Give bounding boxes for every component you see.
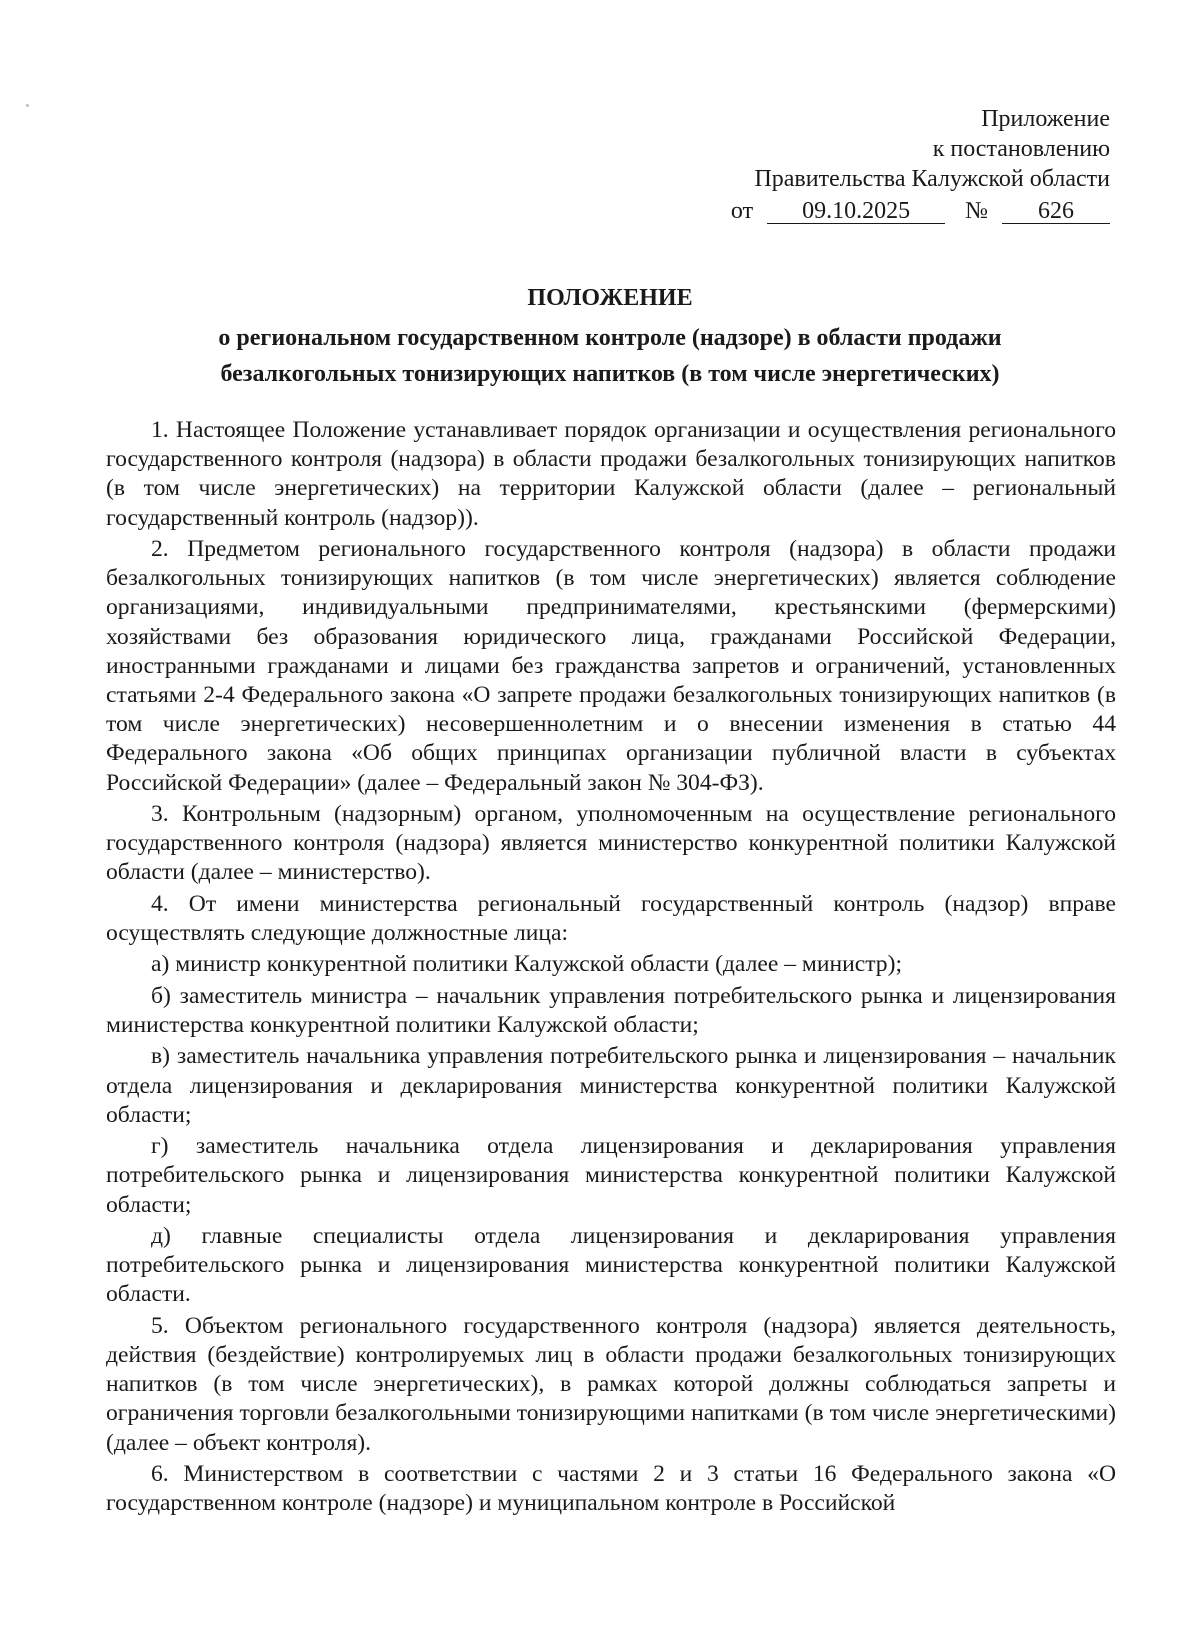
appendix-header [731,104,1110,226]
title-subtitle-line-2: безалкогольных тонизирующих напитков (в том числе энергетических) [220,361,1000,387]
paragraph-4e: д) главные специалисты отдела лицензирования и декларирования управления потребительского рынка и лицензирования министерства конкурентной политики Калужской области. [106,1222,1116,1308]
paragraph-4d: г) заместитель начальника отдела лицензирования и декларирования управления потребительского рынка и лицензирования министерства конкурентной политики Калужской области; [106,1133,1116,1218]
title-subtitle-line-1: о региональном государственном контроле (надзоре) в области продажи [218,325,1002,351]
appendix-label: Приложение [981,106,1110,132]
paragraph-4a: а) министр конкурентной политики Калужской области (далее – министр); [151,951,903,978]
paragraph-4c: в) заместитель начальника управления потребительского рынка и лицензирования – начальник отдела лицензирования и декларирования министерства конкурентной политики Калужской области; [106,1043,1116,1128]
title-main: ПОЛОЖЕНИЕ [527,285,693,311]
paragraph-6: 6. Министерством в соответствии с частями 2 и 3 статьи 16 Федерального закона «О государственном контроле (надзоре) и муниципальном контроле в Российской [106,1460,1116,1517]
paragraph-4: 4. От имени министерства региональный государственный контроль (надзор) вправе осуществлять следующие должностные лица: [106,890,1116,947]
paragraph-5: 5. Объектом регионального государственного контроля (надзора) является деятельность, действия (бездействие) контролируемых лиц в области продажи безалкогольных тонизирующих напитков (в том числе энергетических), в рамках которой должны соблюдаться запреты и ограничения торговли безалкогольными тонизирующими напитками (в том числе энергетическими) (далее – объект контроля). [106,1312,1116,1456]
scan-speck [26,104,29,107]
from-label: от [730,198,754,224]
resolution-date: 09.10.2025 [767,199,945,224]
paragraph-1: 1. Настоящее Положение устанавливает порядок организации и осуществления регионального государственного контроля (надзора) в области продажи безалкогольных тонизирующих напитков (в том числе энергетических) на территории Калужской области (далее – региональный государственный контроль (надзор)). [106,417,1116,531]
appendix-date-line [731,196,1110,226]
number-label: № [965,198,988,224]
appendix-resolution: к постановлению [932,136,1110,162]
paragraph-3: 3. Контрольным (надзорным) органом, уполномоченным на осуществление регионального государственного контроля (надзора) является министерство конкурентной политики Калужской области (далее – министерство). [106,801,1116,886]
paragraph-4b: б) заместитель министра – начальник управления потребительского рынка и лицензирования министерства конкурентной политики Калужской области; [106,982,1116,1038]
document-body [106,416,1116,1521]
appendix-government: Правительства Калужской области [754,166,1110,192]
resolution-number: 626 [1002,199,1110,224]
paragraph-2: 2. Предметом регионального государственного контроля (надзора) в области продажи безалкогольных тонизирующих напитков (в том числе энергетических) является соблюдение организациями, индивидуальными предпринимателями, крестьянскими (фермерскими) хозяйствами без образования юридического лица, гражданами Российской Федерации, иностранными гражданами и лицами без гражданства запретов и ограничений, установленных статьями 2-4 Федерального закона «О запрете продажи безалкогольных тонизирующих напитков (в том числе энергетических) несовершеннолетним и о внесении изменения в статью 44 Федерального закона «Об общих принципах организации публичной власти в субъектах Российской Федерации» (далее – Федеральный закон № 304-ФЗ). [106,536,1116,796]
document-title [110,280,1110,392]
